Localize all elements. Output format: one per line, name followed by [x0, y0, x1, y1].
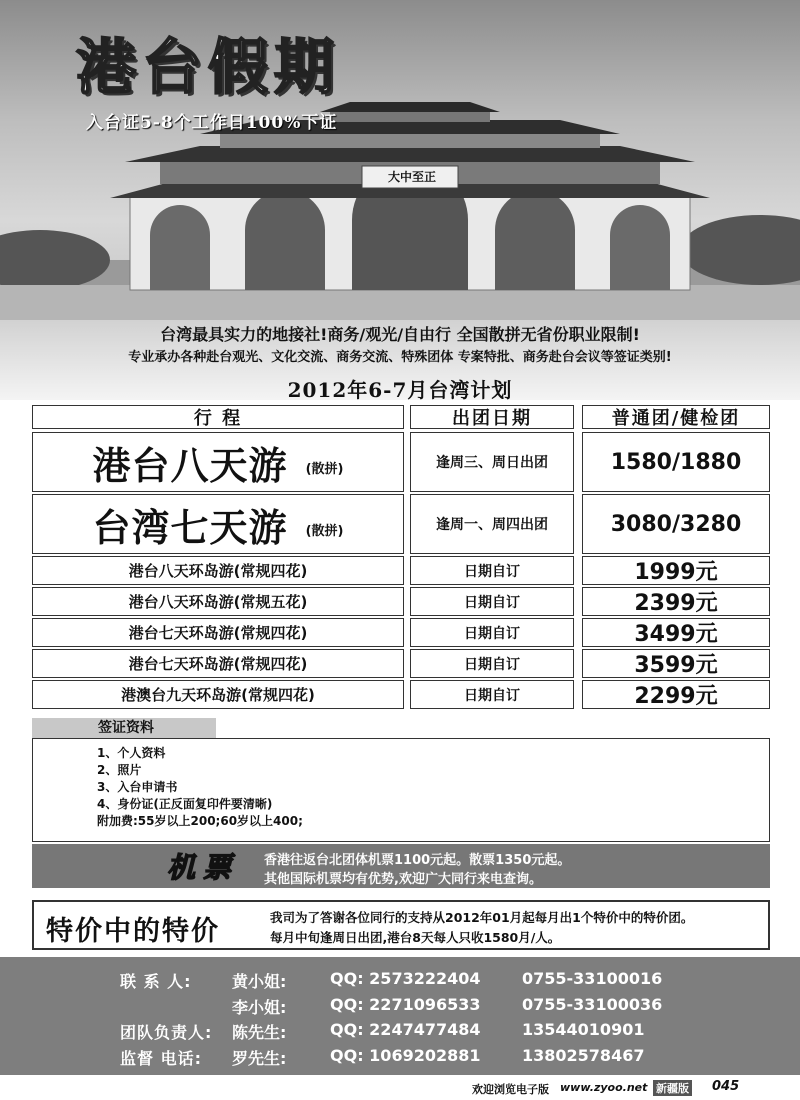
contact-phone: 13802578467 [522, 1046, 645, 1065]
departure-date: 日期自订 [410, 618, 574, 647]
table-row [32, 556, 770, 585]
departure-date: 日期自订 [410, 649, 574, 678]
tour-tag: (散拼) [305, 523, 344, 539]
departure-date: 逢周三、周日出团 [410, 432, 574, 492]
table-row [32, 680, 770, 709]
departure-date: 逢周一、周四出团 [410, 494, 574, 554]
departure-date: 日期自订 [410, 556, 574, 585]
visa-item: 3、入台申请书 [97, 780, 178, 794]
tour-tag: (散拼) [305, 461, 344, 477]
contact-role: 联 系 人: [120, 972, 192, 991]
special-offer-label: 特价中的特价 [46, 916, 220, 947]
contact-name: 黄小姐: [232, 972, 287, 991]
contact-role: 监督 电话: [120, 1049, 202, 1068]
contact-row [0, 969, 800, 993]
special-offer-line-2: 每月中旬逢周日出团,港台8天每人只收1580月/人。 [270, 930, 561, 945]
contact-phone: 0755-33100016 [522, 969, 663, 988]
slogan-secondary: 专业承办各种赴台观光、文化交流、商务交流、特殊团体 专案特批、商务赴台会议等签证类别! [128, 350, 672, 365]
air-ticket-banner [32, 844, 770, 888]
contact-row [0, 1020, 800, 1044]
footer-edition: 新疆版 [653, 1080, 692, 1096]
visa-item: 1、个人资料 [97, 746, 166, 760]
contact-phone: 13544010901 [522, 1020, 645, 1039]
contact-name: 陈先生: [232, 1023, 287, 1042]
footer-text: 欢迎浏览电子版 [472, 1083, 549, 1096]
departure-date: 日期自订 [410, 587, 574, 616]
ticket-line-2: 其他国际机票均有优势,欢迎广大同行来电查询。 [264, 872, 542, 887]
memorial-gate-image [0, 100, 800, 320]
page-number: 045 [712, 1079, 740, 1094]
tour-name: 港台七天环岛游(常规四花) [32, 649, 404, 678]
tour-price: 2299元 [582, 680, 770, 709]
tour-price: 3080/3280 [582, 494, 770, 554]
table-row [32, 494, 770, 554]
visa-surcharge: 附加费:55岁以上200;60岁以上400; [97, 814, 303, 828]
contact-qq: QQ: 2573222404 [330, 969, 481, 988]
tour-name-cell [32, 432, 404, 492]
tour-price: 2399元 [582, 587, 770, 616]
contact-qq: QQ: 2271096533 [330, 995, 481, 1014]
footer-url[interactable]: www.zyoo.net [560, 1081, 648, 1094]
headline-title: 港台假期 [76, 33, 340, 103]
header-itinerary: 行 程 [32, 405, 404, 429]
visa-item: 2、照片 [97, 763, 142, 777]
tour-price: 1999元 [582, 556, 770, 585]
contact-row [0, 1046, 800, 1070]
contact-phone: 0755-33100036 [522, 995, 663, 1014]
tour-name: 港澳台九天环岛游(常规四花) [32, 680, 404, 709]
table-row [32, 432, 770, 492]
visa-subtitle: 入台证5-8个工作日100%下证 [86, 113, 338, 133]
tour-name-cell [32, 494, 404, 554]
plan-title: 2012年6-7月台湾计划 [287, 378, 513, 402]
tour-price: 3599元 [582, 649, 770, 678]
special-offer-box [32, 900, 770, 950]
contact-panel [0, 957, 800, 1075]
departure-date: 日期自订 [410, 680, 574, 709]
visa-item: 4、身份证(正反面复印件要清晰) [97, 797, 273, 811]
header-price: 普通团/健检团 [582, 405, 770, 429]
table-row [32, 618, 770, 647]
table-row [32, 587, 770, 616]
gate-plaque-text: 大中至正 [387, 170, 436, 184]
tour-name: 港台七天环岛游(常规四花) [32, 618, 404, 647]
tour-name: 港台八天游 [92, 443, 288, 488]
special-offer-line-1: 我司为了答谢各位同行的支持从2012年01月起每月出1个特价中的特价团。 [270, 910, 694, 925]
ticket-label: 机票 [167, 851, 240, 884]
header-departure: 出团日期 [410, 405, 574, 429]
contact-qq: QQ: 1069202881 [330, 1046, 481, 1065]
tour-price: 3499元 [582, 618, 770, 647]
page-footer [0, 1078, 800, 1100]
tour-name: 港台八天环岛游(常规五花) [32, 587, 404, 616]
contact-qq: QQ: 2247477484 [330, 1020, 481, 1039]
ticket-line-1: 香港往返台北团体机票1100元起。散票1350元起。 [264, 853, 571, 868]
tour-name: 台湾七天游 [92, 505, 288, 550]
table-row [32, 649, 770, 678]
tour-name: 港台八天环岛游(常规四花) [32, 556, 404, 585]
tour-price: 1580/1880 [582, 432, 770, 492]
contact-name: 罗先生: [232, 1049, 287, 1068]
contact-name: 李小姐: [232, 998, 287, 1017]
slogan-primary: 台湾最具实力的地接社!商务/观光/自由行 全国散拼无省份职业限制! [160, 325, 640, 344]
visa-requirements-box [32, 738, 770, 842]
contact-role: 团队负责人: [120, 1023, 213, 1042]
contact-row [0, 995, 800, 1019]
visa-section-title: 签证资料 [32, 718, 216, 738]
table-header-row [32, 405, 770, 429]
